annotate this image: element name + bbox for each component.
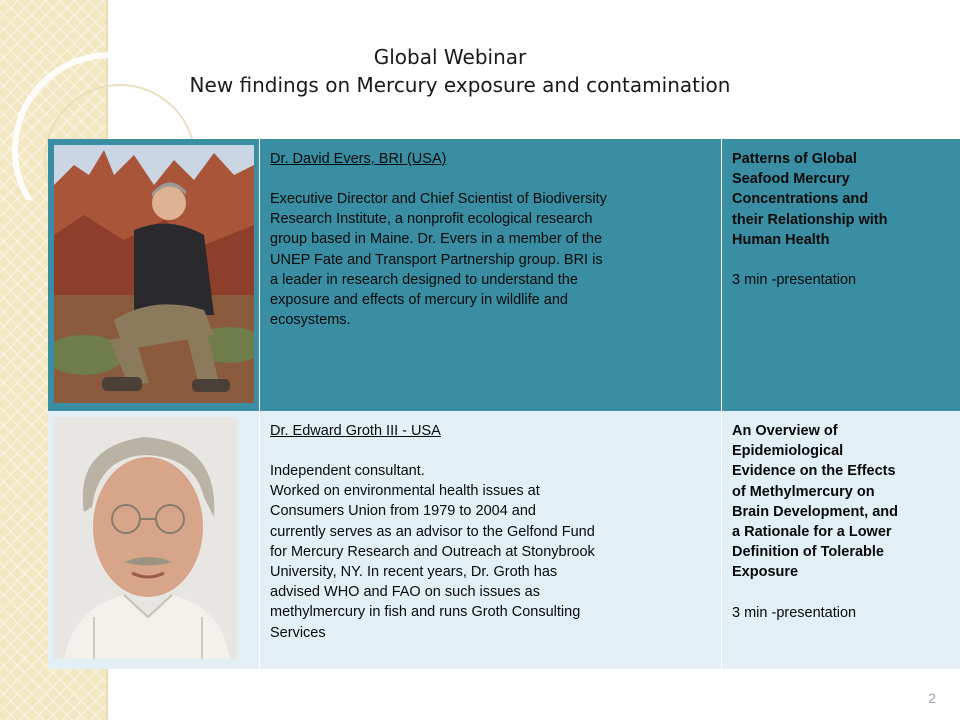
speaker-bio-cell [260, 139, 722, 411]
page-number: 2 [928, 690, 936, 706]
presentation-duration: 3 min -presentation [732, 604, 857, 621]
table-row [48, 139, 960, 414]
slide-title: Global Webinar [373, 45, 527, 69]
presentation-title: An Overview of Epidemiological Evidence on the Effects of Methylmercury on Brain Development, and a Rationale for a Lower Definition of Tolerable Exposure [732, 423, 898, 581]
slide-subtitle: New findings on Mercury exposure and contamination [189, 73, 731, 97]
speaker-photo-groth [54, 417, 238, 659]
speaker-name: Dr. Edward Groth III - USA [270, 423, 441, 439]
speaker-bio: Independent consultant. Worked on environmental health issues at Consumers Union from 1979 to 2004 and currently serves as an advisor to the Gelfond Fund for Mercury Research and Outreach at Stonybrook University, NY. In recent years, Dr. Groth has advised WHO and FAO on such issues as methylmercury in fish and runs Groth Consulting Services [270, 463, 595, 641]
presentation-title: Patterns of Global Seafood Mercury Concentrations and their Relationship with Human Health [732, 151, 888, 248]
presentation-duration: 3 min -presentation [732, 272, 857, 289]
speaker-bio-cell [260, 411, 722, 669]
presentation-topic-cell [722, 139, 960, 411]
speaker-name: Dr. David Evers, BRI (USA) [270, 151, 447, 167]
speaker-photo-cell [48, 411, 260, 669]
presentation-topic-cell [722, 411, 960, 669]
speaker-bio: Executive Director and Chief Scientist of Biodiversity Research Institute, a nonprofit ecological research group based in Maine. Dr. Evers in a member of the UNEP Fate and Transport Partnership group. BRI is a leader in research designed to understand the exposure and effects of mercury in wildlife and ecosystems. [270, 191, 607, 329]
speaker-photo-evers [54, 145, 254, 403]
speaker-table [48, 139, 960, 669]
table-row [48, 411, 960, 669]
speaker-photo-cell [48, 139, 260, 411]
